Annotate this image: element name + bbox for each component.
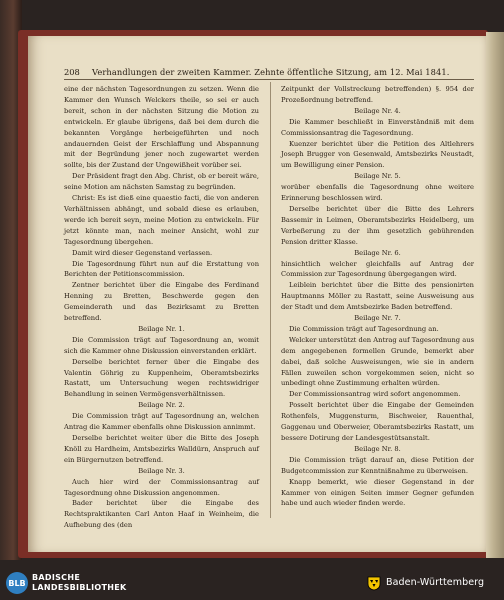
- header-title: Verhandlungen der zweiten Kammer. Zehnte öffentliche Sitzung, am 12. Mai 1841.: [92, 67, 450, 77]
- paragraph: Knapp bemerkt, wie dieser Gegenstand in der Kammer von einigen Seiten immer Gegner gefunden habe und auch wieder finden werde.: [281, 477, 474, 508]
- appendix-reference: Beilage Nr. 5.: [354, 172, 401, 181]
- paragraph: Der Präsident fragt den Abg. Christ, ob er bereit wäre, seine Motion am nächsten Samstag zu begründen.: [64, 172, 259, 192]
- baden-wuerttemberg-crest-icon: [366, 575, 382, 591]
- appendix-reference: Beilage Nr. 2.: [138, 401, 185, 410]
- paragraph: Leiblein berichtet über die Bitte des pensionirten Hauptmanns Möller zu Rastatt, seine Ausweisung aus der Stadt und dem Amtsbezirke Baden betreffend.: [281, 281, 474, 312]
- appendix-reference: Beilage Nr. 1.: [138, 324, 185, 333]
- paragraph: Die Kammer beschließt in Einverständniß mit dem Commissionsantrag die Tagesordnung.: [281, 117, 474, 137]
- paragraph: Die Commission trägt auf Tagesordnung an.: [289, 324, 439, 333]
- paragraph: Bader berichtet über die Eingabe des Rechtspraktikanten Carl Anton Haaf in Weinheim, die Aufhebung des (den: [64, 499, 259, 530]
- paragraph: Kuenzer berichtet über die Petition des Altlehrers Joseph Brugger von Gesenwald, Amtsbezirks Neustadt, um Bewilligung einer Pension.: [281, 139, 474, 170]
- paragraph: Zeitpunkt der Vollstreckung betreffenden) §. 954 der Prozeßordnung betreffend.: [281, 85, 474, 104]
- paragraph: eine der nächsten Tagesordnungen zu setzen. Wenn die Kammer den Wunsch Welckers theile, so sei er auch bereit, schon in der nächsten Sitzung die Motion zu entwickeln. Er glaube übrigens, daß bei dem durch die bekannten Vorgänge herbeigeführten und noch andauernden Geist der Erschlaffung und Abspannung mit der Begründung jener noch zugewartet werden sollte, bis der Zustand der Ungewißheit vorüber sei.: [64, 85, 259, 170]
- paragraph: Derselbe berichtet über die Bitte des Lehrers Bassemir in Leimen, Oberamtsbezirks Heidelberg, um Verbeßerung zu der ihm gesetzlich gebührenden Pension dritter Klasse.: [281, 204, 474, 246]
- left-column: [64, 84, 259, 531]
- paragraph: Die Commission trägt darauf an, diese Petition der Budgetcommission zur Kenntnißnahme zu überweisen.: [281, 455, 474, 475]
- paragraph: Derselbe berichtet ferner über die Eingabe des Valentin Göhrig zu Kuppenheim, Oberamtsbezirks Rastatt, um Untersuchung wegen rechtswidriger Behandlung in seinen Vermögensverhältnissen.: [64, 357, 259, 399]
- page-number: 208: [64, 67, 80, 77]
- paragraph: worüber ebenfalls die Tagesordnung ohne weitere Erinnerung beschlossen wird.: [281, 183, 474, 203]
- paragraph: Damit wird dieser Gegenstand verlassen.: [72, 248, 213, 257]
- blb-library-name[interactable]: [32, 573, 127, 593]
- paragraph: Die Commission trägt auf Tagesordnung an, welchen Antrag die Kammer ebenfalls ohne Diskussion annimmt.: [64, 412, 259, 432]
- column-divider: [270, 82, 271, 518]
- blb-logo-icon[interactable]: BLB: [6, 572, 28, 594]
- paragraph: Zentner berichtet über die Eingabe des Ferdinand Henning zu Bretten, Beschwerde gegen den Gemeinderath und das Bezirksamt zu Bretten betreffend.: [64, 281, 259, 323]
- appendix-reference: Beilage Nr. 6.: [354, 248, 401, 257]
- right-column: [281, 84, 474, 509]
- paragraph: Der Commissionsantrag wird sofort angenommen.: [289, 390, 461, 399]
- blb-line-2: LANDESBIBLIOTHEK: [32, 583, 127, 592]
- page-stack-edge: [486, 32, 504, 558]
- paragraph: Christ: Es ist dieß eine quaestio facti, die von anderen Verhältnissen abhängt, und sobald diese es erlauben, werde ich bereit seyn, meine Motion zu entwickeln. Für jetzt könnte man, nach meiner Ansicht, wohl zur Tagesordnung übergehen.: [64, 194, 259, 246]
- appendix-reference: Beilage Nr. 7.: [354, 314, 401, 323]
- baden-wuerttemberg-label[interactable]: Baden-Württemberg: [386, 577, 485, 588]
- running-header: [64, 65, 474, 80]
- paragraph: Derselbe berichtet weiter über die Bitte des Joseph Knöll zu Hardheim, Amtsbezirks Walldürn, Anspruch auf ein Bürgernutzen betreffend.: [64, 434, 259, 464]
- paragraph: Die Commission trägt auf Tagesordnung an, womit sich die Kammer ohne Diskussion einverstanden erklärt.: [64, 335, 259, 355]
- blb-line-1: BADISCHE: [32, 573, 81, 582]
- appendix-reference: Beilage Nr. 8.: [354, 444, 401, 453]
- paragraph: Welcker unterstützt den Antrag auf Tagesordnung aus dem angegebenen formellen Grunde, bemerkt aber dabei, daß solche Ausweisungen, wie sie in andern Fällen zuweilen schon vorgekommen seien, nicht so unbedingt ohne Zustimmung erhalten würden.: [281, 335, 474, 388]
- paragraph: Die Tagesordnung führt nun auf die Erstattung von Berichten der Petitionscommission.: [64, 259, 259, 279]
- paragraph: Posselt berichtet über die Eingabe der Gemeinden Rothenfels, Muggensturm, Bischweier, Rauenthal, Gaggenau und Oberweier, Oberamtsbezirks Rastatt, um bessere Dotirung der Landesgestütsanstalt.: [281, 401, 474, 442]
- appendix-reference: Beilage Nr. 4.: [354, 106, 401, 115]
- paragraph: hinsichtlich welcher gleichfalls auf Antrag der Commission zur Tagesordnung übergegangen wird.: [281, 259, 474, 279]
- paragraph: Auch hier wird der Commissionsantrag auf Tagesordnung ohne Diskussion angenommen.: [64, 477, 259, 497]
- appendix-reference: Beilage Nr. 3.: [138, 466, 185, 475]
